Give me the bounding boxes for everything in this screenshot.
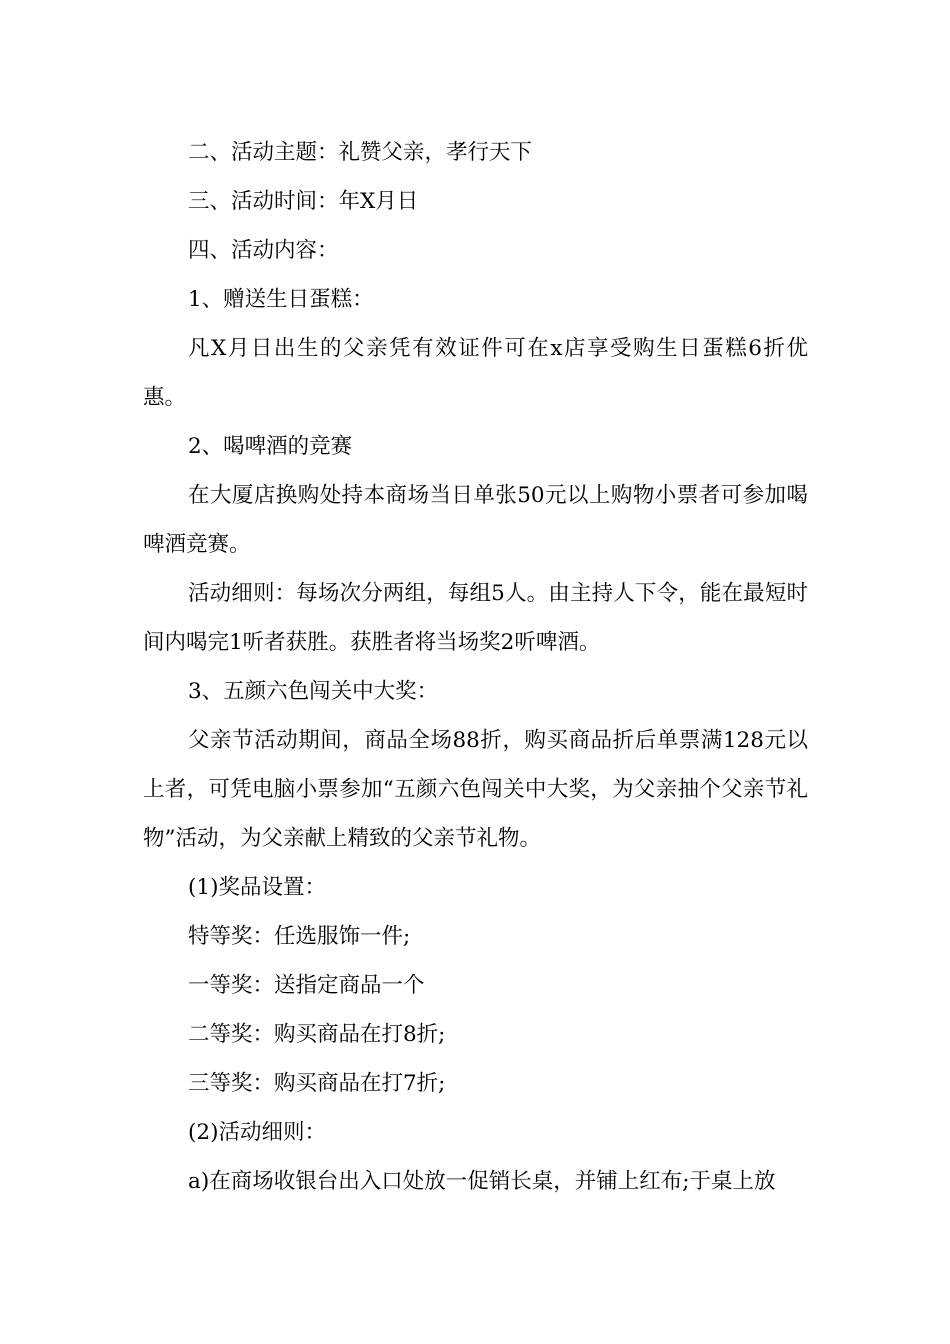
section-heading-time: 三、活动时间：年X月日 <box>188 189 419 214</box>
paragraph-grand-prize: 父亲节活动期间，商品全场88折，购买商品折后单票满128元以上者，可凭电脑小票参加“五颜六色闯关中大奖，为父亲抽个父亲节礼物”活动，为父亲献上精致的父亲节礼物。 <box>143 728 808 851</box>
subheading-prize-setup: (1)奖品设置： <box>188 875 326 900</box>
paragraph-beer-rules: 活动细则：每场次分两组，每组5人。由主持人下令，能在最短时间内喝完1听者获胜。获胜者将当场奖2听啤酒。 <box>143 581 808 655</box>
item-heading-birthday-cake: 1、赠送生日蛋糕： <box>188 287 374 312</box>
prize-third: 三等奖：购买商品在打7折; <box>188 1071 446 1096</box>
document-body <box>143 128 808 1206</box>
paragraph-birthday-cake: 凡X月日出生的父亲凭有效证件可在x店享受购生日蛋糕6折优惠。 <box>143 336 808 410</box>
paragraph-rule-a: a)在商场收银台出入口处放一促销长桌，并铺上红布;于桌上放 <box>188 1169 776 1194</box>
section-heading-content: 四、活动内容： <box>188 238 339 263</box>
prize-special: 特等奖：任选服饰一件; <box>188 924 411 949</box>
item-heading-grand-prize: 3、五颜六色闯关中大奖： <box>188 679 439 704</box>
item-heading-beer-contest: 2、喝啤酒的竞赛 <box>188 434 353 459</box>
section-heading-theme: 二、活动主题：礼赞父亲，孝行天下 <box>188 140 533 165</box>
prize-first: 一等奖：送指定商品一个 <box>188 973 425 998</box>
prize-second: 二等奖：购买商品在打8折; <box>188 1022 446 1047</box>
paragraph-beer-contest: 在大厦店换购处持本商场当日单张50元以上购物小票者可参加喝啤酒竞赛。 <box>143 483 808 557</box>
subheading-activity-rules: (2)活动细则： <box>188 1120 326 1145</box>
